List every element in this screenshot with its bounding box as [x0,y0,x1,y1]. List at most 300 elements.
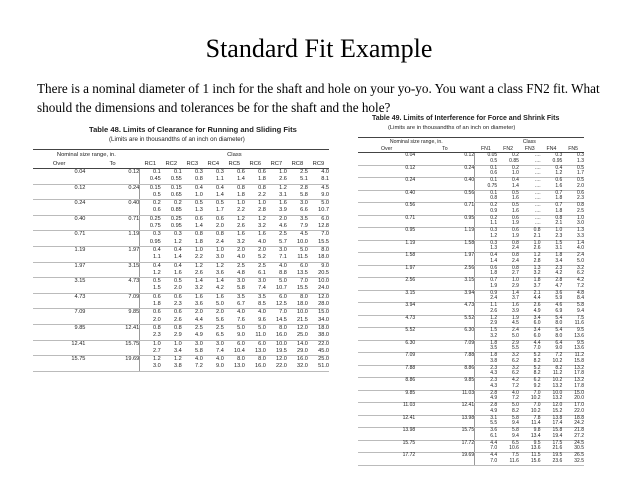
value-cell: 25.0 [318,356,329,363]
value-cell: 6.7 [224,301,245,309]
value-cell: 4.4 [519,296,541,302]
value-cell: 7.9 [287,223,308,231]
value-cell: .... [519,159,541,165]
column-header-rc4: RC4 [203,159,224,169]
table-row [33,239,329,247]
value-cell: 1.2 [195,262,203,269]
value-cell: 3.1 [475,415,498,421]
value-cell: 1.1 [475,221,498,227]
value-cell: 0.65 [161,192,182,200]
value-cell: 0.6 [140,207,161,215]
value-cell: 8.0 [279,324,287,331]
value-cell: 4.4 [475,453,498,459]
range-over-cell: 6.30 [405,339,416,346]
value-cell: 0.6 [475,171,498,177]
value-cell: 8.2 [497,409,519,415]
value-cell: 1.6 [511,302,519,308]
value-cell: 1.8 [475,340,498,346]
value-cell: 1.0 [174,340,182,347]
value-cell: 1.6 [541,184,563,190]
range-over-cell: 0.40 [74,215,86,222]
value-cell: 1.0 [182,192,203,200]
value-cell: 5.8 [577,302,584,308]
range-over-cell: 0.40 [405,189,416,196]
value-cell: 0.8 [577,202,584,208]
table-row [33,223,329,231]
value-cell: 15.8 [552,427,563,433]
range-to-cell [85,176,139,184]
value-cell: 4.5 [300,231,308,238]
value-cell: 2.6 [475,309,498,315]
range-over-cell: 15.75 [402,439,416,446]
value-cell: 4.5 [321,184,329,191]
value-cell: 0.5 [195,200,203,207]
value-cell: 0.8 [182,176,203,184]
value-cell: 16.0 [245,363,266,371]
value-cell: 1.4 [203,192,224,200]
range-to-cell [85,239,139,247]
value-cell: 1.2 [279,184,287,191]
value-cell: 9.5 [577,339,584,346]
range-over-cell: 17.72 [402,452,416,458]
value-cell: 1.6 [497,209,519,215]
value-cell: .... [519,171,541,177]
value-cell: 51.0 [308,363,329,371]
value-cell: 2.6 [519,246,541,252]
range-to-cell: 0.12 [128,169,140,175]
value-cell: 13.8 [552,414,563,421]
value-cell: 9.6 [245,317,266,325]
value-cell: 7.6 [224,317,245,325]
value-cell: 0.3 [195,169,203,175]
range-to-cell: 11.03 [461,389,475,396]
value-cell: 2.8 [245,207,266,215]
value-cell: 17.0 [574,402,584,408]
value-cell: 0.15 [140,184,161,192]
value-cell: 19.4 [541,434,563,440]
range-to-cell: 0.24 [464,164,475,171]
value-cell: 1.4 [475,259,498,265]
value-cell: 16.0 [266,332,287,340]
value-cell: 6.0 [258,340,266,347]
value-cell: 9.0 [308,192,329,200]
value-cell: 2.8 [555,277,563,283]
value-cell: 7.0 [475,446,498,452]
value-cell: 0.5 [511,189,519,196]
range-over-cell: 3.15 [74,278,86,285]
value-cell: 5.1 [287,176,308,184]
range-to-cell: 0.40 [128,200,140,207]
value-cell: 5.5 [497,346,519,352]
value-cell: 5.0 [497,334,519,340]
value-cell: 0.45 [140,176,161,184]
value-cell: 23.6 [541,459,563,465]
value-cell: 19.5 [552,452,563,458]
class-header: Class [475,138,584,146]
value-cell: 2.4 [475,296,498,302]
value-cell: 1.4 [577,239,584,246]
value-cell: 10.0 [297,309,308,316]
table-row [33,200,329,208]
value-cell: 6.2 [497,371,519,377]
value-cell: 21.5 [287,317,308,325]
value-cell: 4.3 [475,371,498,377]
value-cell: 4.0 [245,239,266,247]
range-over-cell: 8.86 [405,377,416,383]
value-cell: 9.4 [497,421,519,427]
range-over-cell: 12.41 [402,414,416,421]
value-cell: 5.8 [182,348,203,356]
table-row [33,184,329,192]
value-cell: 9.5 [577,327,584,333]
range-over-cell: 13.98 [402,427,416,433]
value-cell: 2.9 [161,332,182,340]
value-cell: 2.8 [519,259,541,265]
table-48-caption: Table 48. Limits of Clearance for Running and Sliding Fits [89,125,297,134]
value-cell: .... [535,152,541,158]
value-cell: 5.8 [287,192,308,200]
table-row [33,246,329,254]
range-to-cell [85,363,139,371]
value-cell: 0.25 [170,215,182,222]
class-header: Class [140,150,329,160]
range-over-cell [33,239,85,247]
value-cell: 3.9 [497,309,519,315]
value-cell: 0.5 [216,200,224,207]
value-cell: 25.0 [287,332,308,340]
range-to-cell [85,223,139,231]
value-cell: 24.2 [562,421,584,427]
value-cell: 2.3 [562,196,584,202]
value-cell: 13.4 [519,434,541,440]
range-over-cell [33,348,85,356]
value-cell: 4.9 [182,332,203,340]
value-cell: 0.8 [555,214,563,221]
table-row [33,285,329,293]
value-cell: 4.3 [475,384,498,390]
over-header: Over [358,145,415,153]
value-cell: 3.5 [237,293,245,300]
table-row [33,215,329,223]
value-cell: 13.2 [574,377,584,383]
range-to-cell: 19.69 [461,452,475,458]
value-cell: .... [519,209,541,215]
range-to-cell [85,317,139,325]
value-cell: 4.9 [519,309,541,315]
value-cell: 3.1 [266,192,287,200]
value-cell: 6.5 [203,332,224,340]
value-cell: 0.85 [497,159,519,165]
value-cell: 4.0 [224,254,245,262]
value-cell: 1.3 [577,227,584,233]
value-cell: 0.8 [511,239,519,246]
value-cell: 1.4 [216,278,224,285]
value-cell: 1.6 [497,196,519,202]
value-cell: 0.5 [140,192,161,200]
value-cell: 2.8 [300,184,308,191]
value-cell: 6.4 [555,339,563,346]
value-cell: 0.6 [475,265,498,271]
range-over-cell [33,317,85,325]
value-cell: 5.8 [224,285,245,293]
value-cell: 3.0 [216,340,224,347]
value-cell: 9.4 [497,434,519,440]
value-cell: 3.2 [519,271,541,277]
value-cell: 3.0 [562,221,584,227]
table-row [33,192,329,200]
value-cell: 13.2 [541,384,563,390]
value-cell: 4.6 [555,302,563,308]
value-cell: 1.3 [182,207,203,215]
value-cell: 0.7 [555,202,563,208]
value-cell: 2.8 [475,390,498,396]
value-cell: 0.5 [511,202,519,208]
value-cell: 0.3 [174,231,182,238]
value-cell: 0.1 [475,190,498,196]
table-49-caption: Table 49. Limits of Interference for Force and Shrink Fits [372,115,560,122]
value-cell: 0.3 [140,231,161,239]
table-49 [358,137,584,466]
value-cell: 19.5 [266,348,287,356]
value-cell: 9.4 [562,309,584,315]
range-over-cell: 7.09 [74,309,86,316]
value-cell: 8.2 [519,359,541,365]
range-to-cell: 3.15 [128,262,140,269]
value-cell: 0.3 [216,169,224,175]
value-cell: 1.8 [224,192,245,200]
value-cell: 7.5 [511,452,519,458]
range-to-cell: 3.94 [464,289,475,296]
range-to-cell: 1.19 [128,231,140,238]
value-cell: 5.2 [533,352,541,358]
value-cell: 17.8 [562,371,584,377]
value-cell: 7.0 [279,309,287,316]
value-cell: 4.4 [182,317,203,325]
value-cell: 0.4 [216,184,224,191]
value-cell: 0.2 [174,200,182,207]
value-cell: 6.9 [541,309,563,315]
value-cell: 2.2 [245,192,266,200]
table-row [33,254,329,262]
value-cell: 0.2 [475,203,498,209]
value-cell: 1.8 [245,176,266,184]
value-cell: 0.75 [475,184,498,190]
value-cell: 3.6 [182,301,203,309]
column-header-rc9: RC9 [308,159,329,169]
value-cell: 1.9 [497,234,519,240]
value-cell: 2.9 [511,339,519,346]
range-to-cell [85,207,139,215]
range-over-cell [358,459,415,465]
table-row [358,459,584,465]
value-cell: 1.8 [541,209,563,215]
value-cell: 1.0 [195,246,203,253]
value-cell: 2.2 [224,207,245,215]
value-cell: 2.6 [182,270,203,278]
value-cell: 4.2 [203,285,224,293]
value-cell: 0.2 [475,215,498,221]
value-cell: 4.5 [497,321,519,327]
value-cell: 0.3 [475,240,498,246]
value-cell: 1.1 [475,303,498,309]
value-cell: 7.8 [533,414,541,421]
value-cell: 5.0 [258,324,266,331]
range-to-cell: 13.98 [461,414,475,421]
value-cell: 2.3 [541,234,563,240]
range-to-cell: 4.73 [464,302,475,308]
value-cell: 5.6 [203,317,224,325]
value-cell: 10.2 [519,396,541,402]
value-cell: 4.4 [533,339,541,346]
value-cell: 15.5 [287,285,308,293]
value-cell: 10.7 [266,285,287,293]
column-header-rc7: RC7 [266,159,287,169]
value-cell: 6.0 [237,340,245,347]
value-cell: 3.5 [258,293,266,300]
value-cell: 3.6 [555,289,563,296]
value-cell: 7.1 [266,254,287,262]
value-cell: 0.3 [475,228,498,234]
table-row [33,262,329,270]
value-cell: 1.6 [195,293,203,300]
value-cell: 11.4 [519,421,541,427]
value-cell: 0.6 [555,177,563,183]
value-cell: 11.6 [562,321,584,327]
value-cell: 3.0 [258,278,266,285]
value-cell: 11.2 [541,371,563,377]
value-cell: 9.5 [533,439,541,446]
value-cell: 11.6 [497,459,519,465]
range-to-cell: 8.86 [464,364,475,371]
value-cell: 13.2 [541,396,563,402]
value-cell: 1.0 [237,200,245,207]
value-cell: 15.0 [318,309,329,316]
column-header-rc2: RC2 [161,159,182,169]
value-cell: 2.1 [519,234,541,240]
value-cell: 11.5 [287,254,308,262]
value-cell: 1.6 [161,270,182,278]
range-over-cell [33,192,85,200]
value-cell: 1.2 [533,252,541,258]
value-cell: 2.5 [237,262,245,269]
range-over-cell: 9.85 [405,389,416,396]
value-cell: 6.0 [519,321,541,327]
value-cell: 6.5 [511,439,519,446]
value-cell: 0.8 [195,231,203,238]
value-cell: 1.0 [216,246,224,253]
value-cell: 27.2 [562,434,584,440]
value-cell: 1.4 [182,223,203,231]
value-cell: 9.0 [541,346,563,352]
column-header-rc8: RC8 [287,159,308,169]
value-cell: 4.9 [475,409,498,415]
value-cell: 6.2 [533,377,541,383]
value-cell: 2.4 [497,259,519,265]
value-cell: 10.0 [552,389,563,396]
value-cell: 1.2 [216,262,224,269]
range-to-cell: 1.19 [464,227,475,233]
value-cell: .... [519,184,541,190]
value-cell: .... [535,177,541,183]
value-cell: 7.2 [555,352,563,358]
value-cell: 2.0 [237,246,245,253]
range-over-cell: 1.19 [74,246,86,253]
range-over-cell [33,254,85,262]
value-cell: 0.5 [577,177,584,183]
table-row [33,332,329,340]
value-cell: 0.5 [140,278,161,286]
value-cell: 5.2 [533,364,541,371]
value-cell: 7.2 [497,384,519,390]
value-cell: 10.0 [287,239,308,247]
value-cell: 11.0 [245,332,266,340]
value-cell: 6.0 [321,215,329,222]
value-cell: 20.5 [308,270,329,278]
over-header: Over [33,159,85,169]
value-cell: 4.0 [216,356,224,363]
value-cell: 12.0 [318,293,329,300]
value-cell: 1.6 [279,200,287,207]
column-header-fn2: FN2 [497,145,519,153]
value-cell: 2.7 [497,271,519,277]
value-cell: 0.4 [555,164,563,171]
range-to-cell [85,270,139,278]
value-cell: 2.5 [300,169,308,175]
value-cell: 0.8 [140,324,161,332]
value-cell: 6.6 [287,207,308,215]
value-cell: 1.2 [161,239,182,247]
range-over-cell: 2.56 [405,277,416,283]
range-to-cell: 6.30 [464,327,475,333]
table-row [33,231,329,239]
value-cell: 0.7 [555,189,563,196]
value-cell: 2.4 [511,327,519,333]
range-over-cell [33,176,85,184]
value-cell: 1.4 [511,289,519,296]
value-cell: 5.0 [321,200,329,207]
value-cell: 9.0 [321,262,329,269]
value-cell: 1.4 [497,184,519,190]
table-48-subcaption: (Limits are in thousandths of an inch on diameter) [109,136,245,143]
value-cell: 9.0 [224,332,245,340]
range-over-cell: 1.97 [74,262,86,269]
range-to-cell: 9.85 [464,377,475,383]
table-49-subcaption: (Limits are in thousandths of an inch on diameter) [388,125,516,131]
value-cell: 0.95 [161,223,182,231]
value-cell: 1.8 [475,271,498,277]
value-cell: 8.0 [300,293,308,300]
value-cell: 1.9 [497,221,519,227]
value-cell: 1.3 [475,246,498,252]
value-cell: 13.6 [519,446,541,452]
value-cell: 0.25 [140,215,161,223]
value-cell: 1.3 [533,264,541,271]
value-cell: 11.2 [574,352,584,358]
value-cell: 45.0 [308,348,329,356]
range-to-cell: 0.12 [464,152,475,158]
value-cell: 2.6 [533,302,541,308]
value-cell: 22.0 [318,340,329,347]
value-cell: 4.8 [577,289,584,296]
range-over-cell: 4.73 [74,293,86,300]
value-cell: 8.5 [245,301,266,309]
value-cell: 10.0 [318,278,329,285]
value-cell: 3.8 [475,359,498,365]
value-cell: 0.4 [511,177,519,183]
value-cell: 3.0 [237,278,245,285]
value-cell: 3.7 [497,296,519,302]
value-cell: .... [535,202,541,208]
